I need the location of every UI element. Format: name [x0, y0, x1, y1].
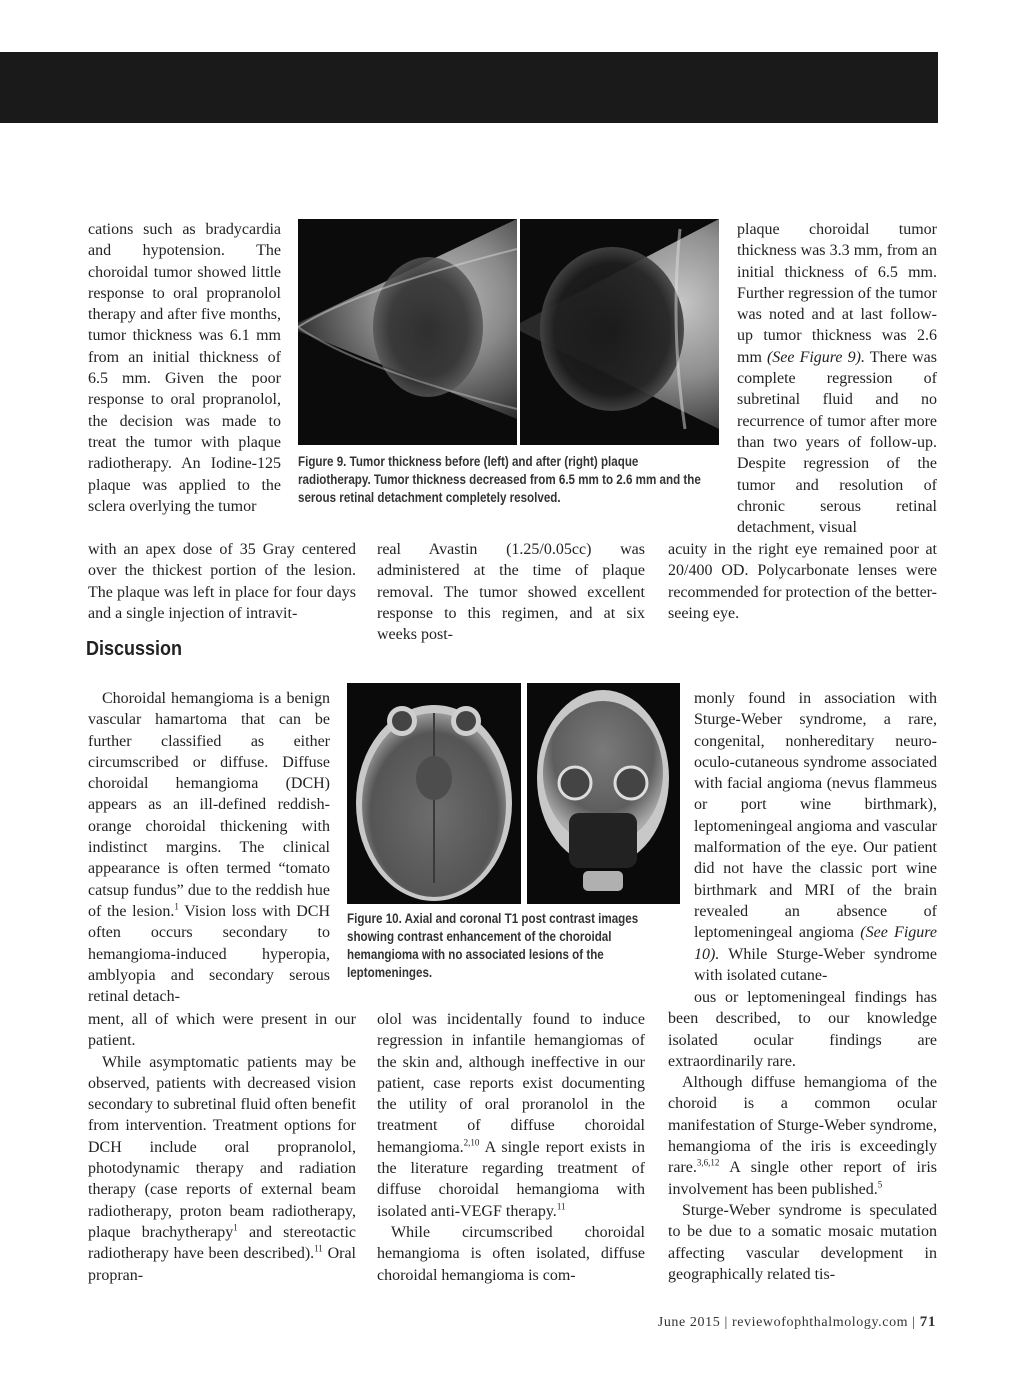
discussion-col1-p2-a: While asymptomatic patients may be observed, patients with decreased vision secondary to subretinal fluid often benefit from intervention. Treatment options for DCH include oral propranolol, photodynamic therapy and radiation therapy (case reports of external beam radiotherapy, proton beam radiotherapy, plaque brachytherapy	[88, 1053, 356, 1241]
discussion-col2-text-b: A single report exists in the literature regarding treatment of diffuse choroidal hemangioma with isolated anti-VEGF therapy.	[377, 1138, 645, 1220]
citation: 11	[314, 1243, 323, 1254]
case-col3-full-text: acuity in the right eye remained poor at 20/400 OD. Polycarbonate lenses were recommended for protection of the better-seeing eye.	[668, 541, 937, 622]
discussion-col1-paragraph2	[88, 1052, 356, 1286]
figure9-caption: Figure 9. Tumor thickness before (left) and after (right) plaque radiotherapy. Tumor thickness decreased from 6.5 mm to 2.6 mm and the serous retinal detachment completely resolved.	[298, 454, 701, 505]
case-col3-text-a: plaque choroidal tumor thickness was 3.3 mm, from an initial thickness of 6.5 mm. Further regression of the tumor was noted and at last follow-up tumor thickness was 2.6 mm	[737, 221, 937, 366]
discussion-col2-paragraph1	[377, 1009, 645, 1222]
discussion-col3-wrap	[694, 688, 937, 986]
case-col1-wrap-text: cations such as bradycardia and hypotension. The choroidal tumor showed little response to oral propranolol therapy and after five months, tumor thickness was 6.1 mm from an initial thickness of 6.5 mm. Given the poor response to oral propranolol, the decision was made to treat the tumor with plaque radiotherapy. An Iodine-125 plaque was applied to the sclera overlying the tumor	[88, 221, 281, 515]
discussion-col1-full	[88, 1009, 356, 1286]
discussion-col3-text-b: While Sturge-Weber syndrome with isolated cutane-	[694, 945, 938, 984]
case-col2	[377, 539, 645, 645]
case-col1-full	[88, 539, 356, 624]
discussion-col1-p2-b: and stereotactic radiotherapy have been described).	[88, 1223, 357, 1263]
discussion-col1-full-a: ment, all of which were present in our patient.	[88, 1011, 356, 1050]
discussion-col1-p2-c: Oral propran-	[88, 1245, 356, 1284]
figure9-image-right	[520, 219, 719, 445]
discussion-col3-text-a: monly found in association with Sturge-Weber syndrome, a rare, congenital, nonhereditary neuro-oculo-cutaneous syndrome associated with facial angioma (nevus flammeus or port wine birthmark), leptomeningeal angioma and vascular malformation of the eye. Our patient did not have the classic port wine birthmark and MRI of the brain revealed an absence of leptomeningeal angioma	[694, 690, 937, 942]
discussion-col2-text-a: olol was incidentally found to induce regression in infantile hemangiomas of the skin and, although ineffective in our patient, case reports exist documenting the utility of oral proranolol in the treatment of diffuse choroidal hemangioma.	[377, 1011, 645, 1156]
discussion-col3-p2-b: A single other report of iris involvement has been published.	[668, 1159, 937, 1198]
footer-date: June 2015	[657, 1315, 721, 1330]
discussion-col3-figure-ref: (See Figure 10).	[694, 924, 938, 963]
discussion-col3-full-a: ous or leptomeningeal findings has been described, to our knowledge isolated ocular findings are extraordinarily rare.	[668, 989, 937, 1070]
citation: 5	[877, 1179, 883, 1190]
figure10-caption: Figure 10. Axial and coronal T1 post contrast images showing contrast enhancement of the choroidal hemangioma with no associated lesions of the leptomeninges.	[347, 911, 639, 980]
discussion-col3-p2-a: Although diffuse hemangioma of the choroid is a common ocular manifestation of Sturge-Weber syndrome, hemangioma of the iris is exceedingly rare.	[668, 1074, 937, 1177]
footer-site: reviewofophthalmology.com	[731, 1315, 909, 1330]
case-col3-text-b: There was complete regression of subretinal fluid and no recurrence of tumor after more than two years of follow-up. Despite regression of the tumor and resolution of chronic serous retinal detachment, visual	[737, 348, 937, 537]
figure9-image-left	[298, 219, 517, 445]
discussion-col3-paragraph3: Sturge-Weber syndrome is speculated to be due to a somatic mosaic mutation affecting vascular development in geographically related tis-	[668, 1201, 937, 1283]
discussion-col1-text-a: Choroidal hemangioma is a benign vascular hamartoma that can be further classified as either circumscribed or diffuse. Diffuse choroidal hemangioma (DCH) appears as an ill-defined reddish-orange choroidal thickening with indistinct margins. The clinical appearance is often termed “tomato catsup fundus” due to the reddish hue of the lesion.	[88, 690, 330, 920]
case-col3-figure-ref: (See Figure 9).	[766, 348, 865, 366]
discussion-col3-wrap-text	[694, 688, 937, 986]
case-col3-wrap-text	[737, 219, 937, 538]
discussion-col3-full	[668, 987, 937, 1285]
discussion-col1-wrap	[88, 688, 330, 1007]
case-col1-wrap	[88, 219, 281, 517]
citation: 1	[233, 1222, 238, 1233]
discussion-col1-text-b: Vision loss with DCH often occurs secondary to hemangioma-induced hyperopia, amblyopia and secondary serous retinal detach-	[88, 902, 330, 1006]
page-number: 71	[919, 1314, 936, 1330]
discussion-col2	[377, 1009, 645, 1286]
page-footer	[658, 1314, 936, 1331]
discussion-col2-paragraph2: While circumscribed choroidal hemangioma is often isolated, diffuse choroidal hemangioma is com-	[377, 1223, 645, 1284]
citation: 2,10	[463, 1137, 480, 1148]
citation: 11	[556, 1201, 566, 1212]
case-col3-wrap	[737, 219, 937, 538]
case-col1-full-text: with an apex dose of 35 Gray centered over the thickest portion of the lesion. The plaque was left in place for four days and a single injection of intravit-	[88, 541, 356, 622]
header-bar	[0, 52, 938, 123]
case-col2-text: real Avastin (1.25/0.05cc) was administered at the time of plaque removal. The tumor showed excellent response to this regimen, and at six weeks post-	[377, 541, 645, 644]
discussion-col3-paragraph2	[668, 1072, 937, 1200]
citation: 1	[174, 901, 179, 912]
figure10-image	[347, 683, 680, 904]
discussion-col1-wrap-text	[88, 688, 330, 1007]
citation: 3,6,12	[696, 1158, 720, 1169]
footer-separator: |	[724, 1315, 728, 1330]
case-col3-full	[668, 539, 937, 624]
footer-separator-2: |	[912, 1315, 916, 1330]
discussion-heading: Discussion	[86, 638, 183, 660]
